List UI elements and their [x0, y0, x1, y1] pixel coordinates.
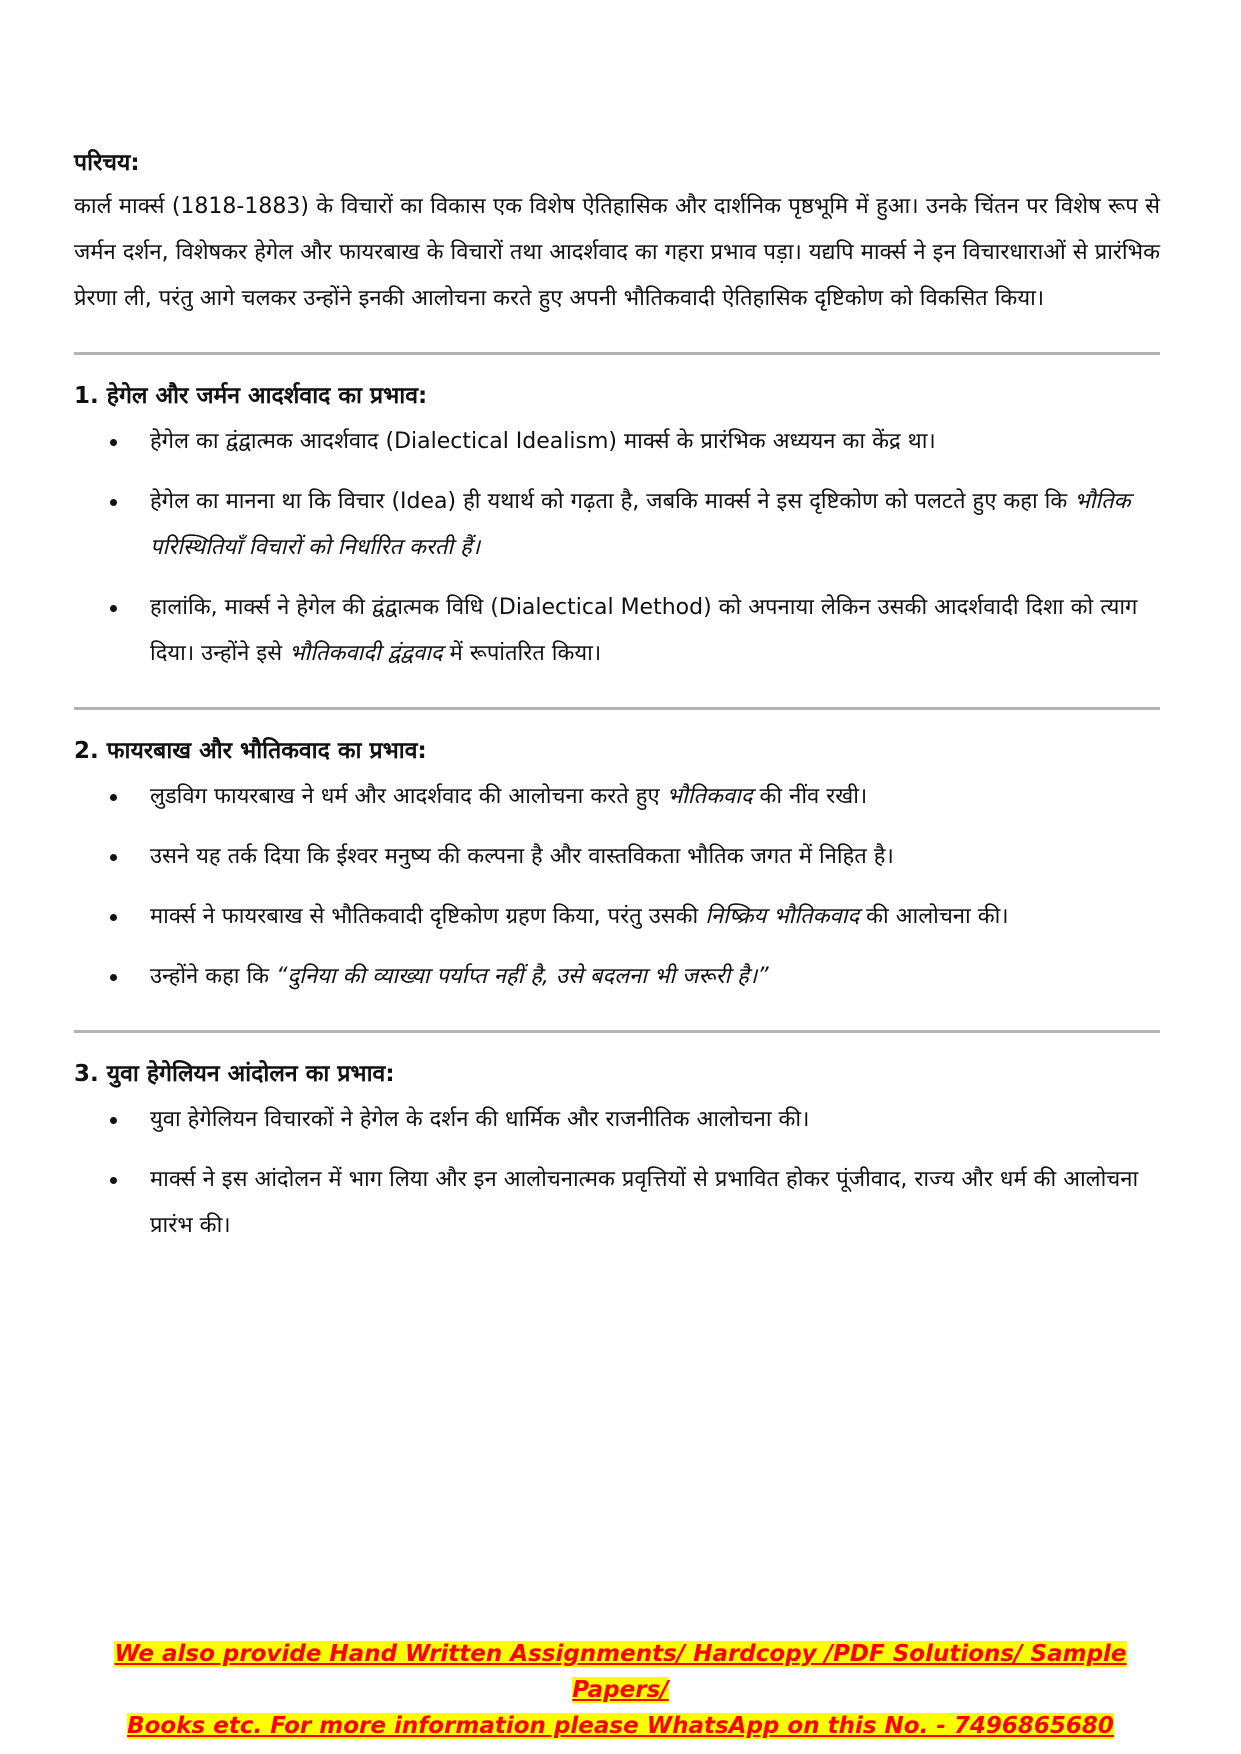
section3-bullets	[74, 1097, 1160, 1249]
promo-line-1: We also provide Hand Written Assignments/ Hardcopy /PDF Solutions/ Sample Papers/	[114, 1641, 1127, 1703]
bullet-text: में रूपांतरित किया।	[442, 641, 602, 666]
list-item	[74, 834, 1160, 880]
section1-bullets	[74, 419, 1160, 677]
bullet-icon	[110, 914, 117, 921]
bullet-icon	[110, 1177, 117, 1184]
emphasis-text: भौतिकवादी द्वंद्ववाद	[289, 641, 443, 666]
list-item	[74, 894, 1160, 940]
bullet-text: की आलोचना की।	[859, 904, 1009, 929]
bullet-text: उसने यह तर्क दिया कि ईश्वर मनुष्य की कल्पना है और वास्तविकता भौतिक जगत में निहित है।	[150, 844, 894, 869]
section-divider	[74, 707, 1160, 710]
emphasis-text: “दुनिया की व्याख्या पर्याप्त नहीं है, उसे बदलना भी जरूरी है।”	[276, 964, 769, 989]
list-item	[74, 479, 1160, 571]
section2-heading: 2. फायरबाख और भौतिकवाद का प्रभाव:	[74, 738, 427, 764]
promo-footer	[80, 1636, 1161, 1744]
bullet-icon	[110, 794, 117, 801]
bullet-text: मार्क्स ने फायरबाख से भौतिकवादी दृष्टिकोण ग्रहण किया, परंतु उसकी	[150, 904, 706, 929]
list-item	[74, 585, 1160, 677]
intro-heading: परिचय:	[74, 150, 140, 176]
bullet-icon	[110, 1117, 117, 1124]
section2-bullets	[74, 774, 1160, 1000]
bullet-text: हेगेल का द्वंद्वात्मक आदर्शवाद (Dialectical Idealism) मार्क्स के प्रारंभिक अध्ययन का केंद्र था।	[150, 429, 936, 454]
document-content	[74, 148, 1160, 1249]
promo-line-1-wrap	[80, 1636, 1161, 1708]
section-divider	[74, 1030, 1160, 1033]
intro-paragraph: कार्ल मार्क्स (1818-1883) के विचारों का विकास एक विशेष ऐतिहासिक और दार्शनिक पृष्ठभूमि में हुआ। उनके चिंतन पर विशेष रूप से जर्मन दर्शन, विशेषकर हेगेल और फायरबाख के विचारों तथा आदर्शवाद का गहरा प्रभाव पड़ा। यद्यपि मार्क्स ने इन विचारधाराओं से प्रारंभिक प्रेरणा ली, परंतु आगे चलकर उन्होंने इनकी आलोचना करते हुए अपनी भौतिकवादी ऐतिहासिक दृष्टिकोण को विकसित किया।	[74, 194, 1160, 311]
bullet-icon	[110, 974, 117, 981]
list-item	[74, 774, 1160, 820]
section1-heading: 1. हेगेल और जर्मन आदर्शवाद का प्रभाव:	[74, 383, 428, 409]
list-item	[74, 419, 1160, 465]
bullet-icon	[110, 439, 117, 446]
bullet-text: हालांकि, मार्क्स ने हेगेल की द्वंद्वात्मक विधि (Dialectical Method) को अपनाया लेकिन उसकी आदर्शवादी दिशा को त्याग दिया। उन्होंने इसे	[150, 595, 1138, 666]
list-item	[74, 1157, 1160, 1249]
bullet-text: युवा हेगेलियन विचारकों ने हेगेल के दर्शन की धार्मिक और राजनीतिक आलोचना की।	[150, 1107, 810, 1132]
bullet-text: लुडविग फायरबाख ने धर्म और आदर्शवाद की आलोचना करते हुए	[150, 784, 667, 809]
bullet-text: हेगेल का मानना था कि विचार (Idea) ही यथार्थ को गढ़ता है, जबकि मार्क्स ने इस दृष्टिकोण को पलटते हुए कहा कि	[150, 489, 1075, 514]
section-divider	[74, 352, 1160, 355]
promo-line-2-wrap	[80, 1708, 1161, 1744]
list-item	[74, 1097, 1160, 1143]
promo-line-2: Books etc. For more information please WhatsApp on this No. - 7496865680	[127, 1713, 1114, 1739]
bullet-icon	[110, 854, 117, 861]
bullet-text: की नींव रखी।	[752, 784, 868, 809]
bullet-icon	[110, 499, 117, 506]
section3-heading: 3. युवा हेगेलियन आंदोलन का प्रभाव:	[74, 1061, 395, 1087]
bullet-text: मार्क्स ने इस आंदोलन में भाग लिया और इन आलोचनात्मक प्रवृत्तियों से प्रभावित होकर पूंजीवाद, राज्य और धर्म की आलोचना प्रारंभ की।	[150, 1167, 1139, 1238]
emphasis-text: निष्क्रिय भौतिकवाद	[705, 904, 860, 929]
bullet-text: उन्होंने कहा कि	[150, 964, 277, 989]
emphasis-text: भौतिक परिस्थितियाँ विचारों को निर्धारित करती हैं।	[150, 489, 1131, 560]
bullet-icon	[110, 605, 117, 612]
list-item	[74, 954, 1160, 1000]
emphasis-text: भौतिकवाद	[666, 784, 753, 809]
